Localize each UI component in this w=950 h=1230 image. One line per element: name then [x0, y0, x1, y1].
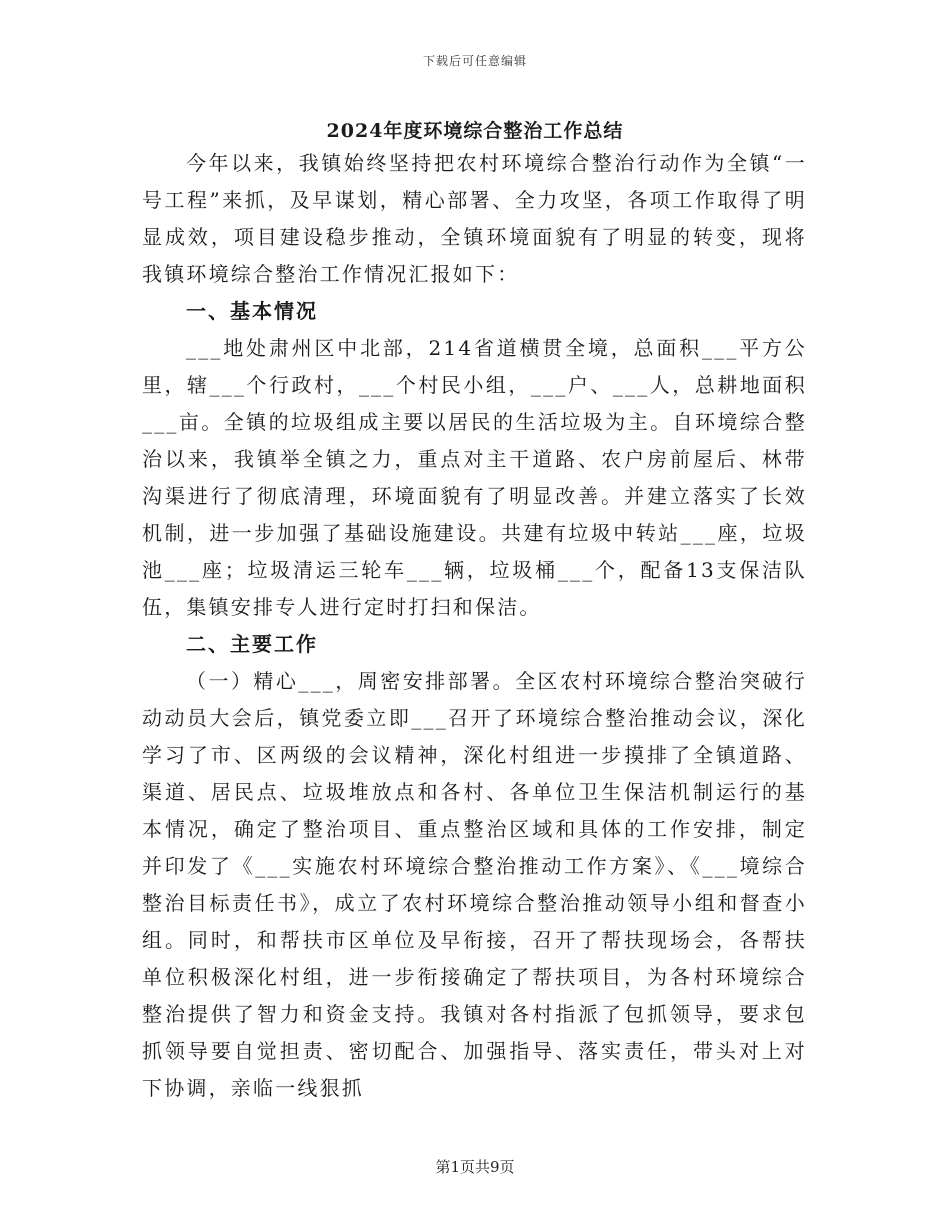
intro-paragraph: 今年以来，我镇始终坚持把农村环境综合整治行动作为全镇“一号工程”来抓，及早谋划，精心部署、全力攻坚，各项工作取得了明显成效，项目建设稳步推动，全镇环境面貌有了明显的转变，现将我镇环境综合整治工作情况汇报如下： — [142, 151, 807, 286]
section-heading-basic: 一、基本情况 — [186, 299, 318, 323]
document-title: 2024年度环境综合整治工作总结 — [326, 120, 624, 142]
page-header-note: 下载后可任意编辑 — [422, 54, 527, 68]
page-footer: 第1页共9页 — [435, 1158, 515, 1176]
section-basic-paragraph: ___地处肃州区中北部，214省道横贯全境，总面积___平方公里，辖___个行政村，___个村民小组，___户、___人，总耕地面积___亩。全镇的垃圾组成主要以居民的生活垃圾为主。自环境综合整治以来，我镇举全镇之力，重点对主干道路、农户房前屋后、林带沟渠进行了彻底清理，环境面貌有了明显改善。并建立落实了长效机制，进一步加强了基础设施建设。共建有垃圾中转站___座，垃圾池___座；垃圾清运三轮车___辆，垃圾桶___个，配备13支保洁队伍，集镇安排专人进行定时打扫和保洁。 — [142, 336, 807, 619]
section-main-work-paragraph: （一）精心___，周密安排部署。全区农村环境综合整治突破行动动员大会后，镇党委立即___召开了环境综合整治推动会议，深化学习了市、区两级的会议精神，深化村组进一步摸排了全镇道路、渠道、居民点、垃圾堆放点和各村、各单位卫生保洁机制运行的基本情况，确定了整治项目、重点整治区域和具体的工作安排，制定并印发了《___实施农村环境综合整治推动工作方案》、《___境综合整治目标责任书》，成立了农村环境综合整治推动领导小组和督查小组。同时，和帮扶市区单位及早衔接，召开了帮扶现场会，各帮扶单位积极深化村组，进一步衔接确定了帮扶项目，为各村环境综合整治提供了智力和资金支持。我镇对各村指派了包抓领导，要求包抓领导要自觉担责、密切配合、加强指导、落实责任，带头对上对下协调，亲临一线狠抓 — [142, 669, 807, 1100]
section-heading-main-work: 二、主要工作 — [186, 632, 318, 656]
document-body — [142, 145, 807, 1107]
